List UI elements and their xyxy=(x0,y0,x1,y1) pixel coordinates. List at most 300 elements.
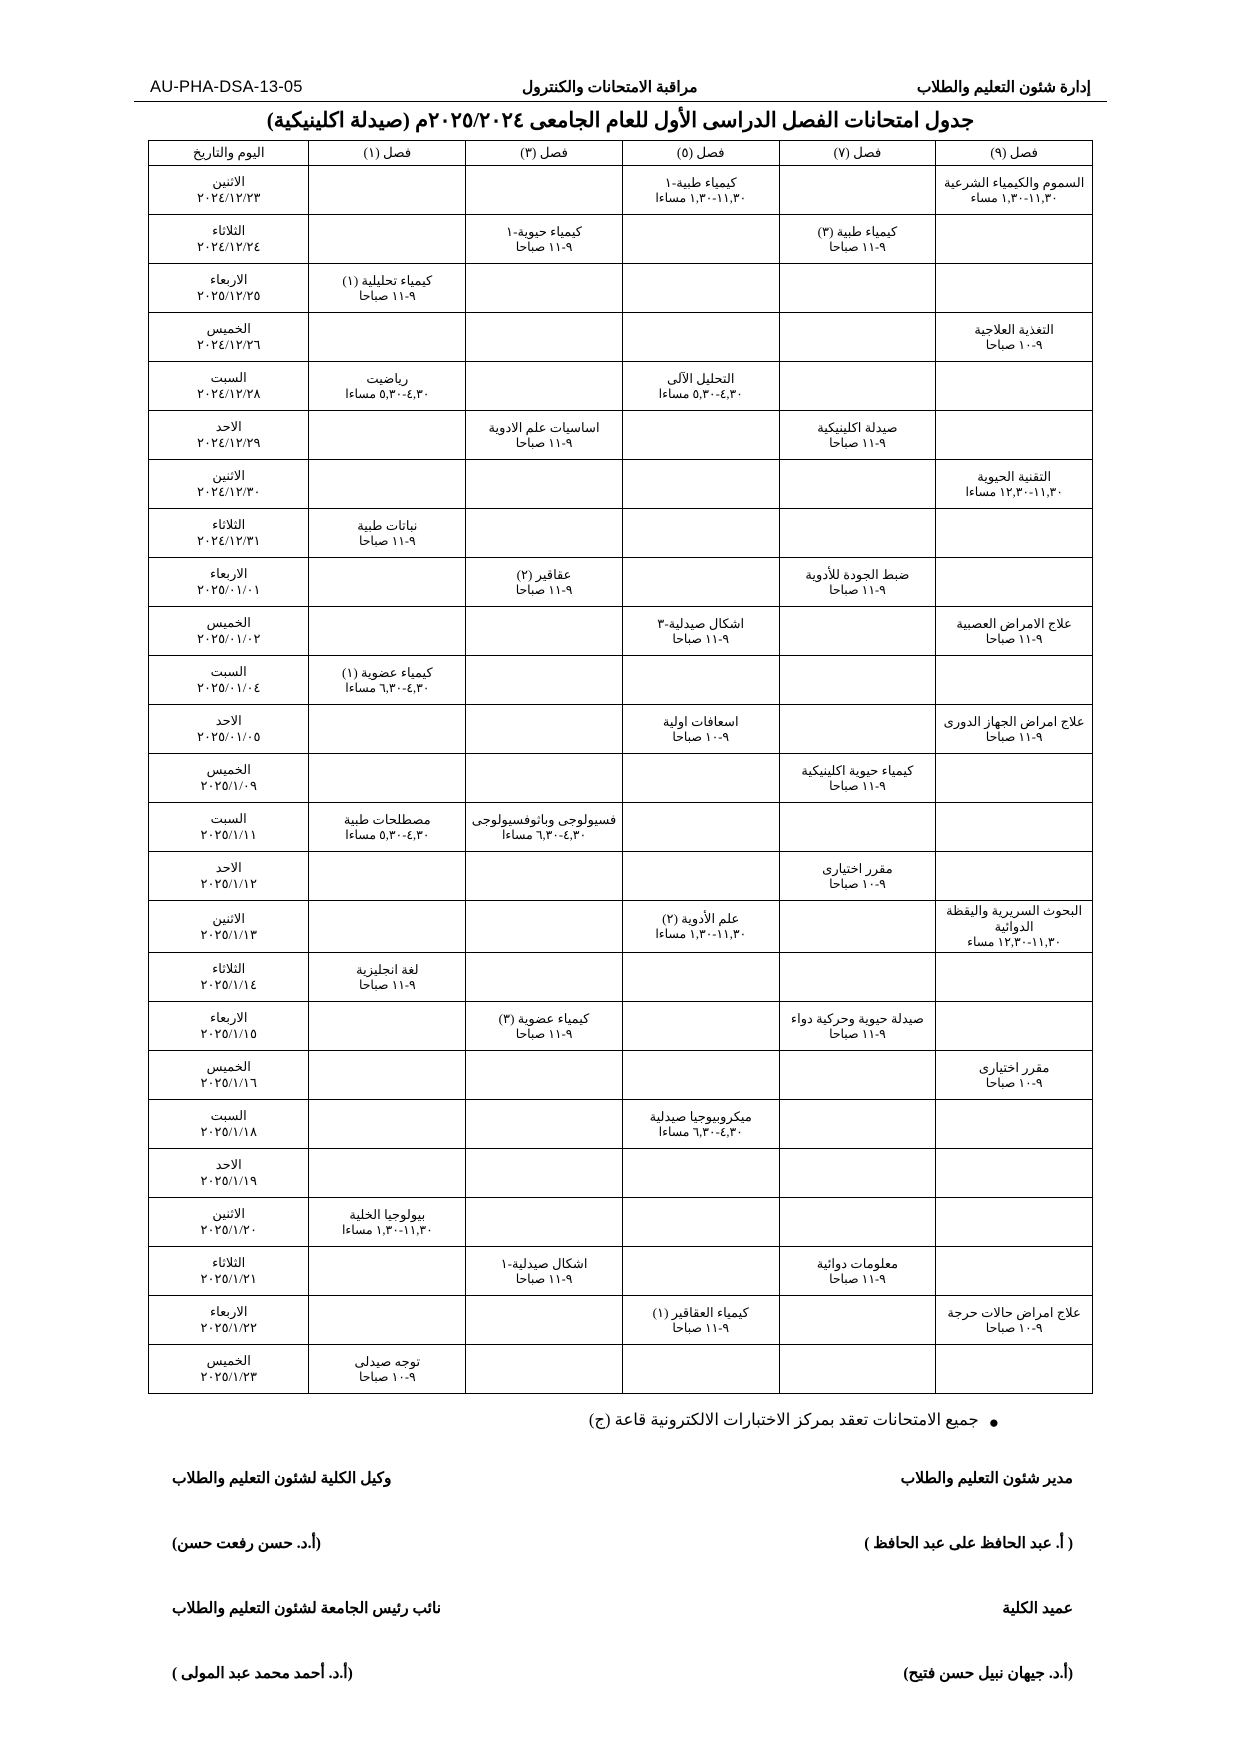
column-header-level7: فصل (٧) xyxy=(779,141,936,166)
exam-cell-f5 xyxy=(622,1149,779,1198)
day-date-cell xyxy=(149,1345,309,1394)
exam-cell-f7 xyxy=(779,1296,936,1345)
exam-time: ٩-١٠ صباحا xyxy=(358,1369,416,1384)
exam-time: ٤,٣٠-٦,٣٠ مساءا xyxy=(501,827,587,842)
exam-time: ٩-١١ صباحا xyxy=(829,1026,886,1041)
table-row xyxy=(149,411,1093,460)
date-value: ٢٠٢٤/١٢/٢٤ xyxy=(196,239,261,255)
exam-time: ١١,٣٠-١,٣٠ مساءا xyxy=(655,927,747,942)
exam-cell-f9 xyxy=(936,1296,1093,1345)
exam-time: ٩-١١ صباحا xyxy=(358,977,416,992)
exam-cell-f3 xyxy=(466,264,623,313)
exam-cell-f9 xyxy=(936,953,1093,1002)
exam-cell-f5 xyxy=(622,1345,779,1394)
course-name: نباتات طبية xyxy=(357,517,418,533)
table-row xyxy=(149,460,1093,509)
column-header-level9: فصل (٩) xyxy=(936,141,1093,166)
course-name: ضبط الجودة للأدوية xyxy=(805,566,910,582)
exam-cell-f3 xyxy=(466,558,623,607)
exam-time: ٤,٣٠-٦,٣٠ مساءا xyxy=(658,1124,743,1139)
table-row xyxy=(149,1002,1093,1051)
course-name: صيدلة حيوية وحركية دواء xyxy=(790,1010,924,1026)
exam-cell-f1 xyxy=(309,1100,466,1149)
exam-cell-f5 xyxy=(622,1247,779,1296)
table-row xyxy=(149,166,1093,215)
exam-cell-f5 xyxy=(622,215,779,264)
day-name: الثلاثاء xyxy=(212,1255,246,1271)
exam-time: ٩-١١ صباحا xyxy=(829,435,886,450)
date-value: ٢٠٢٥/١/١٢ xyxy=(200,876,257,892)
column-header-day-date: اليوم والتاريخ xyxy=(149,141,309,166)
exam-time: ٩-١١ صباحا xyxy=(672,1320,730,1335)
exam-cell-f5 xyxy=(622,1198,779,1247)
exam-cell-f5 xyxy=(622,166,779,215)
exam-cell-f1 xyxy=(309,362,466,411)
exam-cell-f9 xyxy=(936,460,1093,509)
exam-time: ٤,٣٠-٦,٣٠ مساءا xyxy=(345,680,430,695)
exam-cell-f9 xyxy=(936,1149,1093,1198)
exam-cell-f9 xyxy=(936,215,1093,264)
day-name: الثلاثاء xyxy=(212,517,246,533)
signature-name-vice-dean: (أ.د. حسن رفعت حسن) xyxy=(172,1535,321,1553)
bullet-icon: ● xyxy=(988,1413,999,1433)
table-row xyxy=(149,1100,1093,1149)
course-name: اسعافات اولية xyxy=(662,713,739,729)
exam-cell-f1 xyxy=(309,754,466,803)
exam-cell-f7 xyxy=(779,1247,936,1296)
day-name: السبت xyxy=(210,1108,247,1124)
exam-cell-f3 xyxy=(466,656,623,705)
day-date-cell xyxy=(149,1296,309,1345)
exam-cell-f7 xyxy=(779,460,936,509)
exam-cell-f7 xyxy=(779,558,936,607)
date-value: ٢٠٢٥/١/١٩ xyxy=(200,1173,257,1189)
exam-cell-f1 xyxy=(309,656,466,705)
exam-cell-f7 xyxy=(779,705,936,754)
exam-cell-f7 xyxy=(779,313,936,362)
exam-cell-f5 xyxy=(622,953,779,1002)
day-name: الاثنين xyxy=(212,468,246,484)
exam-time: ٩-١٠ صباحا xyxy=(672,729,730,744)
exam-cell-f1 xyxy=(309,1296,466,1345)
date-value: ٢٠٢٥/١/١٤ xyxy=(200,977,257,993)
day-date-cell xyxy=(149,754,309,803)
exam-cell-f7 xyxy=(779,953,936,1002)
exam-cell-f3 xyxy=(466,1296,623,1345)
exam-cell-f9 xyxy=(936,166,1093,215)
day-date-cell xyxy=(149,1247,309,1296)
exam-cell-f1 xyxy=(309,852,466,901)
date-value: ٢٠٢٥/١/١٨ xyxy=(200,1124,257,1140)
exam-cell-f3 xyxy=(466,460,623,509)
table-row xyxy=(149,215,1093,264)
date-value: ٢٠٢٥/٠١/٠٢ xyxy=(196,631,261,647)
course-name: كيمياء عضوية (١) xyxy=(341,664,433,680)
exam-cell-f9 xyxy=(936,656,1093,705)
table-row xyxy=(149,953,1093,1002)
date-value: ٢٠٢٥/٠١/٠٤ xyxy=(196,680,261,696)
day-name: الخميس xyxy=(206,321,251,337)
course-name: التغذية العلاجية xyxy=(974,321,1054,337)
exam-cell-f1 xyxy=(309,264,466,313)
day-name: الخميس xyxy=(206,1059,251,1075)
exam-cell-f5 xyxy=(622,558,779,607)
exam-cell-f9 xyxy=(936,509,1093,558)
course-name: توجه صيدلى xyxy=(354,1353,421,1369)
table-row xyxy=(149,1345,1093,1394)
day-name: الاثنين xyxy=(212,1206,246,1222)
exam-cell-f3 xyxy=(466,1002,623,1051)
day-name: الاحد xyxy=(215,1157,242,1173)
course-name: التقنية الحيوية xyxy=(977,468,1052,484)
day-date-cell xyxy=(149,509,309,558)
course-name: معلومات دوائية xyxy=(816,1255,899,1271)
exam-cell-f1 xyxy=(309,166,466,215)
exam-cell-f5 xyxy=(622,803,779,852)
course-name: مصطلحات طبية xyxy=(343,811,431,827)
exam-cell-f7 xyxy=(779,1100,936,1149)
day-name: الاربعاء xyxy=(209,1304,248,1320)
exam-time: ٩-١١ صباحا xyxy=(829,582,886,597)
course-name: التحليل الآلى xyxy=(666,370,735,386)
exam-cell-f9 xyxy=(936,1002,1093,1051)
day-name: الثلاثاء xyxy=(212,223,246,239)
exam-cell-f7 xyxy=(779,1198,936,1247)
exam-cell-f5 xyxy=(622,1100,779,1149)
table-row xyxy=(149,705,1093,754)
exam-cell-f3 xyxy=(466,953,623,1002)
course-name: البحوث السريرية واليقظة الدوائية xyxy=(946,903,1083,935)
day-name: الاربعاء xyxy=(209,1010,248,1026)
exam-cell-f1 xyxy=(309,901,466,953)
day-name: الاحد xyxy=(215,419,242,435)
exam-time: ٩-١١ صباحا xyxy=(358,288,416,303)
course-name: كيمياء العقاقير (١) xyxy=(652,1304,749,1320)
exam-time: ٩-١٠ صباحا xyxy=(829,876,886,891)
exam-time: ٩-١١ صباحا xyxy=(829,1271,886,1286)
exam-cell-f7 xyxy=(779,411,936,460)
course-name: كيمياء تحليلية (١) xyxy=(342,272,433,288)
course-name: مقرر اختيارى xyxy=(978,1059,1050,1075)
exam-cell-f5 xyxy=(622,411,779,460)
exam-cell-f1 xyxy=(309,607,466,656)
exam-time: ٩-١١ صباحا xyxy=(515,239,573,254)
date-value: ٢٠٢٤/١٢/٢٩ xyxy=(196,435,261,451)
day-date-cell xyxy=(149,803,309,852)
exam-time: ١١,٣٠-١,٣٠ مساءا xyxy=(655,190,747,205)
course-name: علاج الامراض العصبية xyxy=(956,615,1072,631)
exam-cell-f3 xyxy=(466,1198,623,1247)
course-name: علم الأدوية (٢) xyxy=(662,911,740,927)
exam-cell-f1 xyxy=(309,953,466,1002)
exam-cell-f3 xyxy=(466,313,623,362)
exam-cell-f5 xyxy=(622,1296,779,1345)
exam-cell-f1 xyxy=(309,1051,466,1100)
date-value: ٢٠٢٥/١٢/٢٥ xyxy=(196,288,261,304)
course-name: بيولوجيا الخلية xyxy=(349,1206,426,1222)
course-name: علاج امراض حالات حرجة xyxy=(947,1304,1081,1320)
exam-time: ٩-١١ صباحا xyxy=(515,1271,573,1286)
exam-cell-f1 xyxy=(309,411,466,460)
course-name: ميكروبيوجيا صيدلية xyxy=(649,1108,752,1124)
signature-title-dean: عميد الكلية xyxy=(1002,1600,1073,1618)
day-name: السبت xyxy=(210,370,247,386)
exam-cell-f9 xyxy=(936,803,1093,852)
table-row xyxy=(149,362,1093,411)
exam-cell-f9 xyxy=(936,607,1093,656)
day-name: الخميس xyxy=(206,762,251,778)
exam-time: ١١,٣٠-١,٣٠ مساءا xyxy=(341,1222,433,1237)
exam-cell-f7 xyxy=(779,362,936,411)
header-document-code: AU-PHA-DSA-13-05 xyxy=(150,78,303,96)
exam-cell-f1 xyxy=(309,509,466,558)
day-name: الاحد xyxy=(215,860,242,876)
exam-cell-f9 xyxy=(936,313,1093,362)
day-date-cell xyxy=(149,607,309,656)
day-date-cell xyxy=(149,1149,309,1198)
signature-name-education-director: ( أ. عبد الحافظ على عبد الحافظ ) xyxy=(864,1535,1073,1553)
course-name: كيمياء حيوية-١ xyxy=(506,223,583,239)
exam-time: ١١,٣٠-١٢,٣٠ مساءا xyxy=(965,484,1063,499)
signature-title-vice-dean: وكيل الكلية لشئون التعليم والطلاب xyxy=(172,1470,392,1488)
exam-cell-f3 xyxy=(466,901,623,953)
exam-time: ٩-١١ صباحا xyxy=(829,778,886,793)
exam-time: ٩-١١ صباحا xyxy=(985,631,1043,646)
exam-cell-f3 xyxy=(466,166,623,215)
document-header xyxy=(148,78,1093,101)
header-exam-control: مراقبة الامتحانات والكنترول xyxy=(521,79,698,96)
course-name: فسيولوجى وباثوفسيولوجى xyxy=(471,811,617,827)
exam-time: ٤,٣٠-٥,٣٠ مساءا xyxy=(345,827,430,842)
day-date-cell xyxy=(149,656,309,705)
exam-cell-f3 xyxy=(466,1149,623,1198)
exam-cell-f1 xyxy=(309,215,466,264)
day-date-cell xyxy=(149,1198,309,1247)
course-name: السموم والكيمياء الشرعية xyxy=(943,174,1085,190)
exam-cell-f5 xyxy=(622,656,779,705)
signature-titles-row-1 xyxy=(148,1469,1093,1488)
exam-location-note xyxy=(148,1410,1093,1431)
exam-cell-f9 xyxy=(936,1051,1093,1100)
exam-cell-f1 xyxy=(309,1149,466,1198)
exam-time: ١١,٣٠-١,٣٠ مساء xyxy=(970,190,1058,205)
exam-cell-f1 xyxy=(309,1002,466,1051)
exam-cell-f5 xyxy=(622,362,779,411)
exam-cell-f5 xyxy=(622,901,779,953)
day-date-cell xyxy=(149,1002,309,1051)
exam-cell-f9 xyxy=(936,264,1093,313)
exam-cell-f9 xyxy=(936,1100,1093,1149)
exam-cell-f5 xyxy=(622,705,779,754)
exam-cell-f7 xyxy=(779,1051,936,1100)
date-value: ٢٠٢٤/١٢/٣١ xyxy=(196,533,261,549)
table-row xyxy=(149,656,1093,705)
exam-time: ٩-١١ صباحا xyxy=(672,631,730,646)
note-text: جميع الامتحانات تعقد بمركز الاختبارات الالكترونية قاعة (ج) xyxy=(588,1410,979,1430)
exam-cell-f7 xyxy=(779,656,936,705)
exam-cell-f7 xyxy=(779,264,936,313)
exam-cell-f9 xyxy=(936,362,1093,411)
date-value: ٢٠٢٤/١٢/٢٨ xyxy=(196,386,261,402)
exam-cell-f5 xyxy=(622,1051,779,1100)
signature-title-education-director: مدير شئون التعليم والطلاب xyxy=(900,1470,1073,1488)
exam-time: ٩-١١ صباحا xyxy=(515,1026,573,1041)
day-date-cell xyxy=(149,215,309,264)
exam-cell-f7 xyxy=(779,509,936,558)
day-name: الاربعاء xyxy=(209,566,248,582)
signature-title-vice-president: نائب رئيس الجامعة لشئون التعليم والطلاب xyxy=(172,1600,442,1618)
exam-cell-f5 xyxy=(622,1002,779,1051)
exam-cell-f5 xyxy=(622,852,779,901)
day-name: الخميس xyxy=(206,1353,251,1369)
exam-cell-f3 xyxy=(466,607,623,656)
exam-cell-f5 xyxy=(622,460,779,509)
date-value: ٢٠٢٥/٠١/٠١ xyxy=(196,582,261,598)
exam-cell-f9 xyxy=(936,1198,1093,1247)
day-name: السبت xyxy=(210,811,247,827)
table-row xyxy=(149,313,1093,362)
date-value: ٢٠٢٥/١/٠٩ xyxy=(200,778,257,794)
table-row xyxy=(149,1051,1093,1100)
exam-cell-f7 xyxy=(779,166,936,215)
exam-time: ٤,٣٠-٥,٣٠ مساءا xyxy=(658,386,743,401)
exam-time: ٩-١١ صباحا xyxy=(515,582,573,597)
exam-cell-f7 xyxy=(779,754,936,803)
day-date-cell xyxy=(149,362,309,411)
exam-cell-f5 xyxy=(622,313,779,362)
table-row xyxy=(149,607,1093,656)
day-name: الخميس xyxy=(206,615,251,631)
signature-names-row-2 xyxy=(148,1664,1093,1683)
exam-cell-f7 xyxy=(779,803,936,852)
table-row xyxy=(149,1149,1093,1198)
table-row xyxy=(149,901,1093,953)
course-name: صيدلة اكلينيكية xyxy=(817,419,898,435)
course-name: علاج امراض الجهاز الدورى xyxy=(943,713,1085,729)
exam-cell-f9 xyxy=(936,411,1093,460)
day-date-cell xyxy=(149,460,309,509)
day-date-cell xyxy=(149,313,309,362)
exam-cell-f9 xyxy=(936,1345,1093,1394)
day-date-cell xyxy=(149,852,309,901)
day-name: الثلاثاء xyxy=(212,961,246,977)
course-name: كيمياء طبية (٣) xyxy=(817,223,898,239)
exam-cell-f5 xyxy=(622,607,779,656)
table-row xyxy=(149,754,1093,803)
exam-time: ٤,٣٠-٥,٣٠ مساءا xyxy=(345,386,430,401)
course-name: كيمياء عضوية (٣) xyxy=(498,1010,590,1026)
exam-cell-f1 xyxy=(309,803,466,852)
course-name: اشكال صيدلية-٣ xyxy=(657,615,745,631)
column-header-level5: فصل (٥) xyxy=(622,141,779,166)
date-value: ٢٠٢٥/١/١١ xyxy=(200,827,257,843)
exam-cell-f3 xyxy=(466,509,623,558)
date-value: ٢٠٢٥/١/٢٣ xyxy=(200,1369,257,1385)
exam-cell-f9 xyxy=(936,754,1093,803)
signature-names-row-1 xyxy=(148,1534,1093,1553)
day-date-cell xyxy=(149,166,309,215)
exam-cell-f3 xyxy=(466,1051,623,1100)
day-date-cell xyxy=(149,953,309,1002)
exam-cell-f1 xyxy=(309,705,466,754)
exam-cell-f9 xyxy=(936,705,1093,754)
date-value: ٢٠٢٥/١/١٦ xyxy=(200,1075,257,1091)
day-date-cell xyxy=(149,1100,309,1149)
signature-name-dean: (أ.د. جيهان نبيل حسن فتيح) xyxy=(903,1665,1073,1683)
page-title: جدول امتحانات الفصل الدراسى الأول للعام الجامعى ٢٠٢٥/٢٠٢٤م (صيدلة اكلينيكية) xyxy=(266,108,975,132)
table-header-row xyxy=(149,141,1093,166)
exam-cell-f7 xyxy=(779,607,936,656)
date-value: ٢٠٢٥/١/١٣ xyxy=(200,926,257,942)
exam-cell-f7 xyxy=(779,1002,936,1051)
signature-titles-row-2 xyxy=(148,1599,1093,1618)
day-name: الاثنين xyxy=(212,174,246,190)
day-date-cell xyxy=(149,264,309,313)
header-divider xyxy=(134,101,1107,102)
table-row xyxy=(149,1198,1093,1247)
table-row xyxy=(149,852,1093,901)
course-name: اشكال صيدلية-١ xyxy=(500,1255,588,1271)
date-value: ٢٠٢٥/١/١٥ xyxy=(200,1026,257,1042)
table-row xyxy=(149,1296,1093,1345)
date-value: ٢٠٢٤/١٢/٢٣ xyxy=(196,190,261,206)
date-value: ٢٠٢٤/١٢/٢٦ xyxy=(196,337,261,353)
course-name: رياضيت xyxy=(366,370,409,386)
date-value: ٢٠٢٥/١/٢١ xyxy=(200,1271,257,1287)
exam-cell-f7 xyxy=(779,901,936,953)
exam-schedule-table xyxy=(148,140,1093,1394)
exam-cell-f3 xyxy=(466,215,623,264)
course-name: عقاقير (٢) xyxy=(516,566,572,582)
day-date-cell xyxy=(149,705,309,754)
exam-cell-f3 xyxy=(466,705,623,754)
exam-cell-f9 xyxy=(936,901,1093,953)
exam-time: ٩-١٠ صباحا xyxy=(985,1320,1043,1335)
exam-cell-f3 xyxy=(466,1100,623,1149)
table-row xyxy=(149,1247,1093,1296)
day-name: الاثنين xyxy=(212,910,246,926)
exam-time: ٩-١١ صباحا xyxy=(985,729,1043,744)
course-name: مقرر اختيارى xyxy=(822,860,893,876)
exam-cell-f3 xyxy=(466,803,623,852)
date-value: ٢٠٢٤/١٢/٣٠ xyxy=(196,484,261,500)
exam-cell-f3 xyxy=(466,1345,623,1394)
header-department: إدارة شئون التعليم والطلاب xyxy=(916,79,1091,96)
day-name: الاحد xyxy=(215,713,242,729)
table-row xyxy=(149,509,1093,558)
exam-time: ٩-١١ صباحا xyxy=(829,239,886,254)
exam-cell-f9 xyxy=(936,1247,1093,1296)
course-name: كيمياء طبية-١ xyxy=(664,174,737,190)
exam-cell-f1 xyxy=(309,1247,466,1296)
exam-cell-f1 xyxy=(309,1198,466,1247)
exam-time: ٩-١١ صباحا xyxy=(515,435,573,450)
table-row xyxy=(149,803,1093,852)
day-date-cell xyxy=(149,411,309,460)
exam-cell-f1 xyxy=(309,558,466,607)
exam-time: ٩-١٠ صباحا xyxy=(985,1075,1043,1090)
exam-cell-f5 xyxy=(622,754,779,803)
column-header-level3: فصل (٣) xyxy=(466,141,623,166)
table-row xyxy=(149,264,1093,313)
exam-cell-f7 xyxy=(779,852,936,901)
exam-time: ١١,٣٠-١٢,٣٠ مساء xyxy=(967,935,1062,950)
date-value: ٢٠٢٥/١/٢٢ xyxy=(200,1320,257,1336)
exam-cell-f3 xyxy=(466,362,623,411)
exam-cell-f3 xyxy=(466,411,623,460)
signature-name-vice-president: (أ.د. أحمد محمد عبد المولى ) xyxy=(172,1665,353,1683)
exam-cell-f7 xyxy=(779,1149,936,1198)
